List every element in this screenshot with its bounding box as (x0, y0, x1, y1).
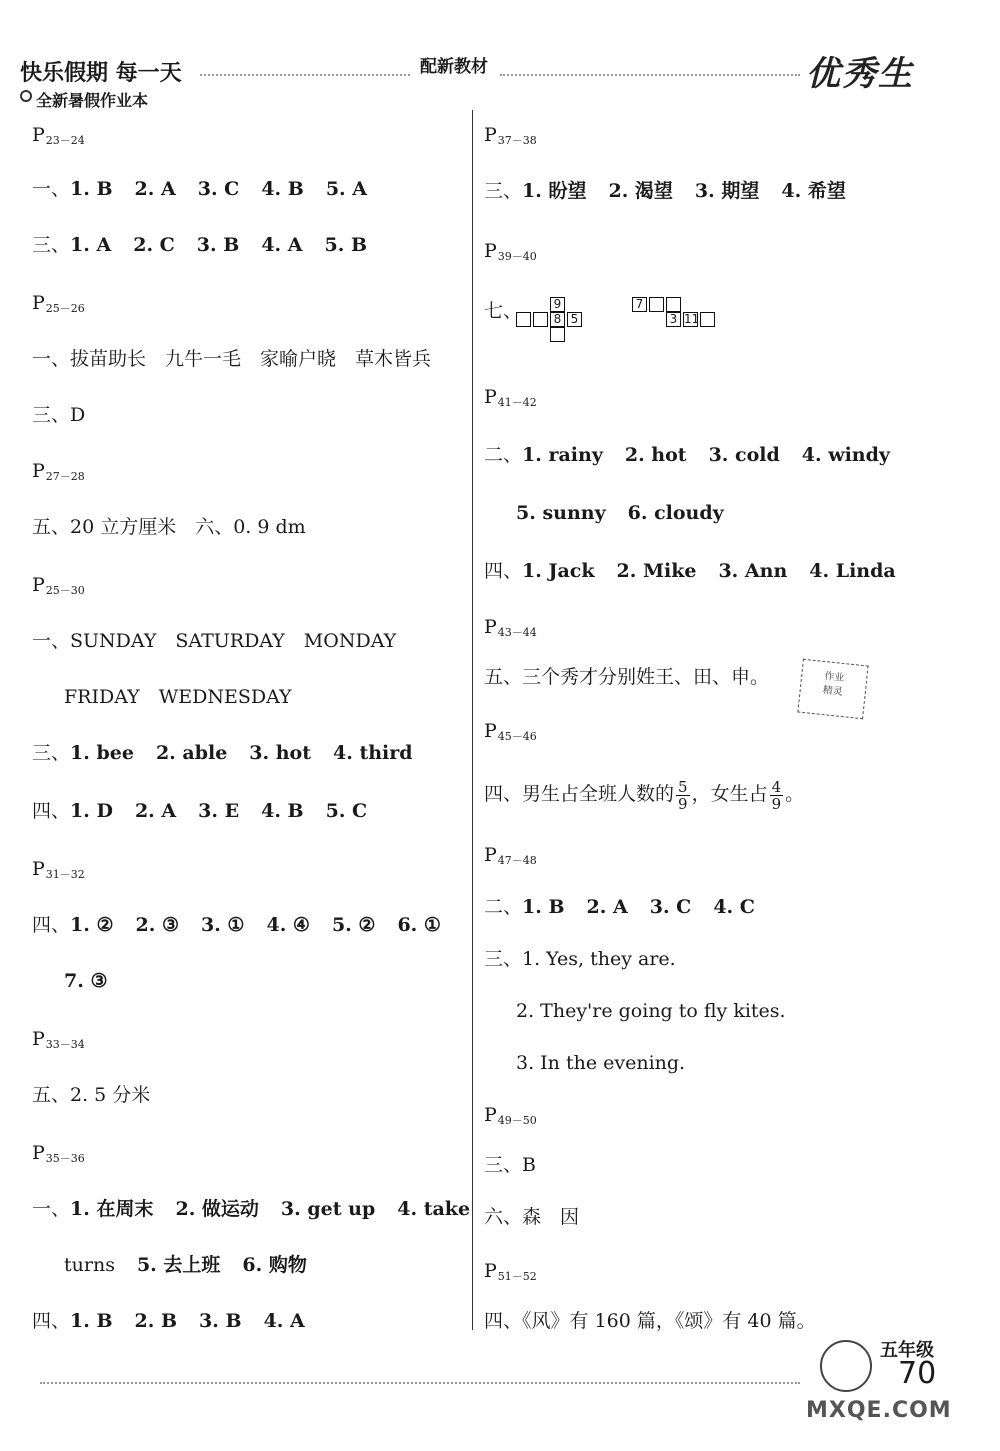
crossword-cell: 9 (550, 297, 565, 312)
header-subtitle: 全新暑假作业本 (36, 91, 149, 110)
crossword-cell: 5 (567, 312, 582, 327)
watermark: MXQE.COM (806, 1398, 952, 1423)
fraction: $\frac{4}{9}$ (771, 777, 782, 813)
answer-line: 三、D (32, 404, 86, 426)
answer-line: 三、1. A 2. C 3. B 4. A 5. B (32, 234, 368, 256)
mascot-icon (820, 1340, 872, 1392)
page-ref-23-24: $P_{23-24}$ (32, 124, 85, 147)
answer-line: 三、1. bee 2. able 3. hot 4. third (32, 742, 413, 764)
page-ref-27-28: $P_{27-28}$ (32, 460, 85, 483)
crossword-cell: 3 (666, 312, 681, 327)
crossword-cell (666, 297, 681, 312)
page-ref-41-42: $P_{41-42}$ (484, 386, 537, 409)
page-ref-49-50: $P_{49-50}$ (484, 1104, 537, 1127)
answer-line: 四、1. B 2. B 3. B 4. A (32, 1310, 305, 1332)
answer-line: 5. sunny 6. cloudy (516, 502, 724, 524)
page-ref-29-30: $P_{25-30}$ (32, 574, 85, 597)
stamp-seal (797, 659, 868, 720)
crossword-cell (533, 312, 548, 327)
answer-line: 一、1. 在周末 2. 做运动 3. get up 4. take (32, 1198, 471, 1220)
page-ref-51-52: $P_{51-52}$ (484, 1260, 537, 1283)
page-ref-39-40: $P_{39-40}$ (484, 240, 537, 263)
fraction: $\frac{5}{9}$ (678, 777, 688, 813)
answer-line: FRIDAY WEDNESDAY (64, 686, 292, 708)
answer-line: 3. In the evening. (516, 1052, 686, 1074)
answer-line: 二、1. B 2. A 3. C 4. C (484, 896, 755, 918)
answer-line-fraction: 四、男生占全班人数的 $\frac{5}{9}$ ，女生占 $\frac{4}{9}$ 。 (484, 777, 805, 813)
crossword-cell: 8 (550, 312, 565, 327)
crossword-cell: 7 (632, 297, 647, 312)
answer-line: 一、SUNDAY SATURDAY MONDAY (32, 630, 397, 652)
answer-line: 2. They're going to fly kites. (516, 1000, 786, 1022)
footer-dotted-line (40, 1382, 800, 1384)
crossword-cell (649, 297, 664, 312)
answer-line: 7. ③ (64, 970, 108, 992)
column-divider (472, 110, 473, 1330)
answer-line: turns 5. 去上班 6. 购物 (64, 1254, 307, 1276)
header-dotted-line-left (200, 74, 410, 76)
header-title: 快乐假期 每一天 (20, 61, 182, 86)
page-ref-25-26: $P_{25-26}$ (32, 292, 85, 315)
answer-line: 四、1. D 2. A 3. E 4. B 5. C (32, 800, 368, 822)
page-ref-31-32: $P_{31-32}$ (32, 858, 85, 881)
grade-label: 五年级 (880, 1340, 934, 1361)
answer-line: 四、《风》有 160 篇，《颂》有 40 篇。 (484, 1310, 816, 1332)
header-dotted-line-right (500, 74, 800, 76)
answer-line: 三、1. 盼望 2. 渴望 3. 期望 4. 希望 (484, 180, 846, 202)
answer-line: 五、2. 5 分米 (32, 1084, 151, 1106)
stamp-line: 作业 (823, 671, 845, 685)
answer-line: 三、B (484, 1154, 536, 1176)
page-ref-47-48: $P_{47-48}$ (484, 844, 537, 867)
answer-line: 一、拔苗助长 九牛一毛 家喻户晓 草木皆兵 (32, 348, 432, 370)
answer-line: 三、1. Yes, they are. (484, 948, 676, 970)
brand-logo: 优秀生 (806, 54, 914, 94)
page-ref-45-46: $P_{45-46}$ (484, 720, 537, 743)
header-center: 配新教材 (420, 57, 488, 77)
answer-line: 二、1. rainy 2. hot 3. cold 4. windy (484, 444, 890, 466)
crossword-prefix: 七、 (484, 300, 523, 322)
crossword-cell (700, 312, 715, 327)
crossword-cell (516, 312, 531, 327)
answer-line: 五、三个秀才分别姓王、田、申。 (484, 666, 770, 688)
page-number: 70 (898, 1356, 937, 1391)
page-ref-33-34: $P_{33-34}$ (32, 1028, 85, 1051)
stamp-line: 精灵 (822, 684, 844, 699)
page-ref-43-44: $P_{43-44}$ (484, 616, 537, 639)
page-ref-35-36: $P_{35-36}$ (32, 1142, 85, 1165)
page-ref-37-38: $P_{37-38}$ (484, 124, 537, 147)
answer-line: 五、20 立方厘米 六、0. 9 dm (32, 516, 306, 538)
answer-line: 一、1. B 2. A 3. C 4. B 5. A (32, 178, 368, 200)
crossword-cell (550, 327, 565, 342)
answer-line: 六、森 因 (484, 1206, 580, 1228)
subtitle-bullet-icon (20, 90, 32, 102)
answer-line: 四、1. ② 2. ③ 3. ① 4. ④ 5. ② 6. ① (32, 914, 441, 936)
crossword-cell: 11 (684, 312, 700, 326)
answer-line: 四、1. Jack 2. Mike 3. Ann 4. Linda (484, 560, 896, 582)
